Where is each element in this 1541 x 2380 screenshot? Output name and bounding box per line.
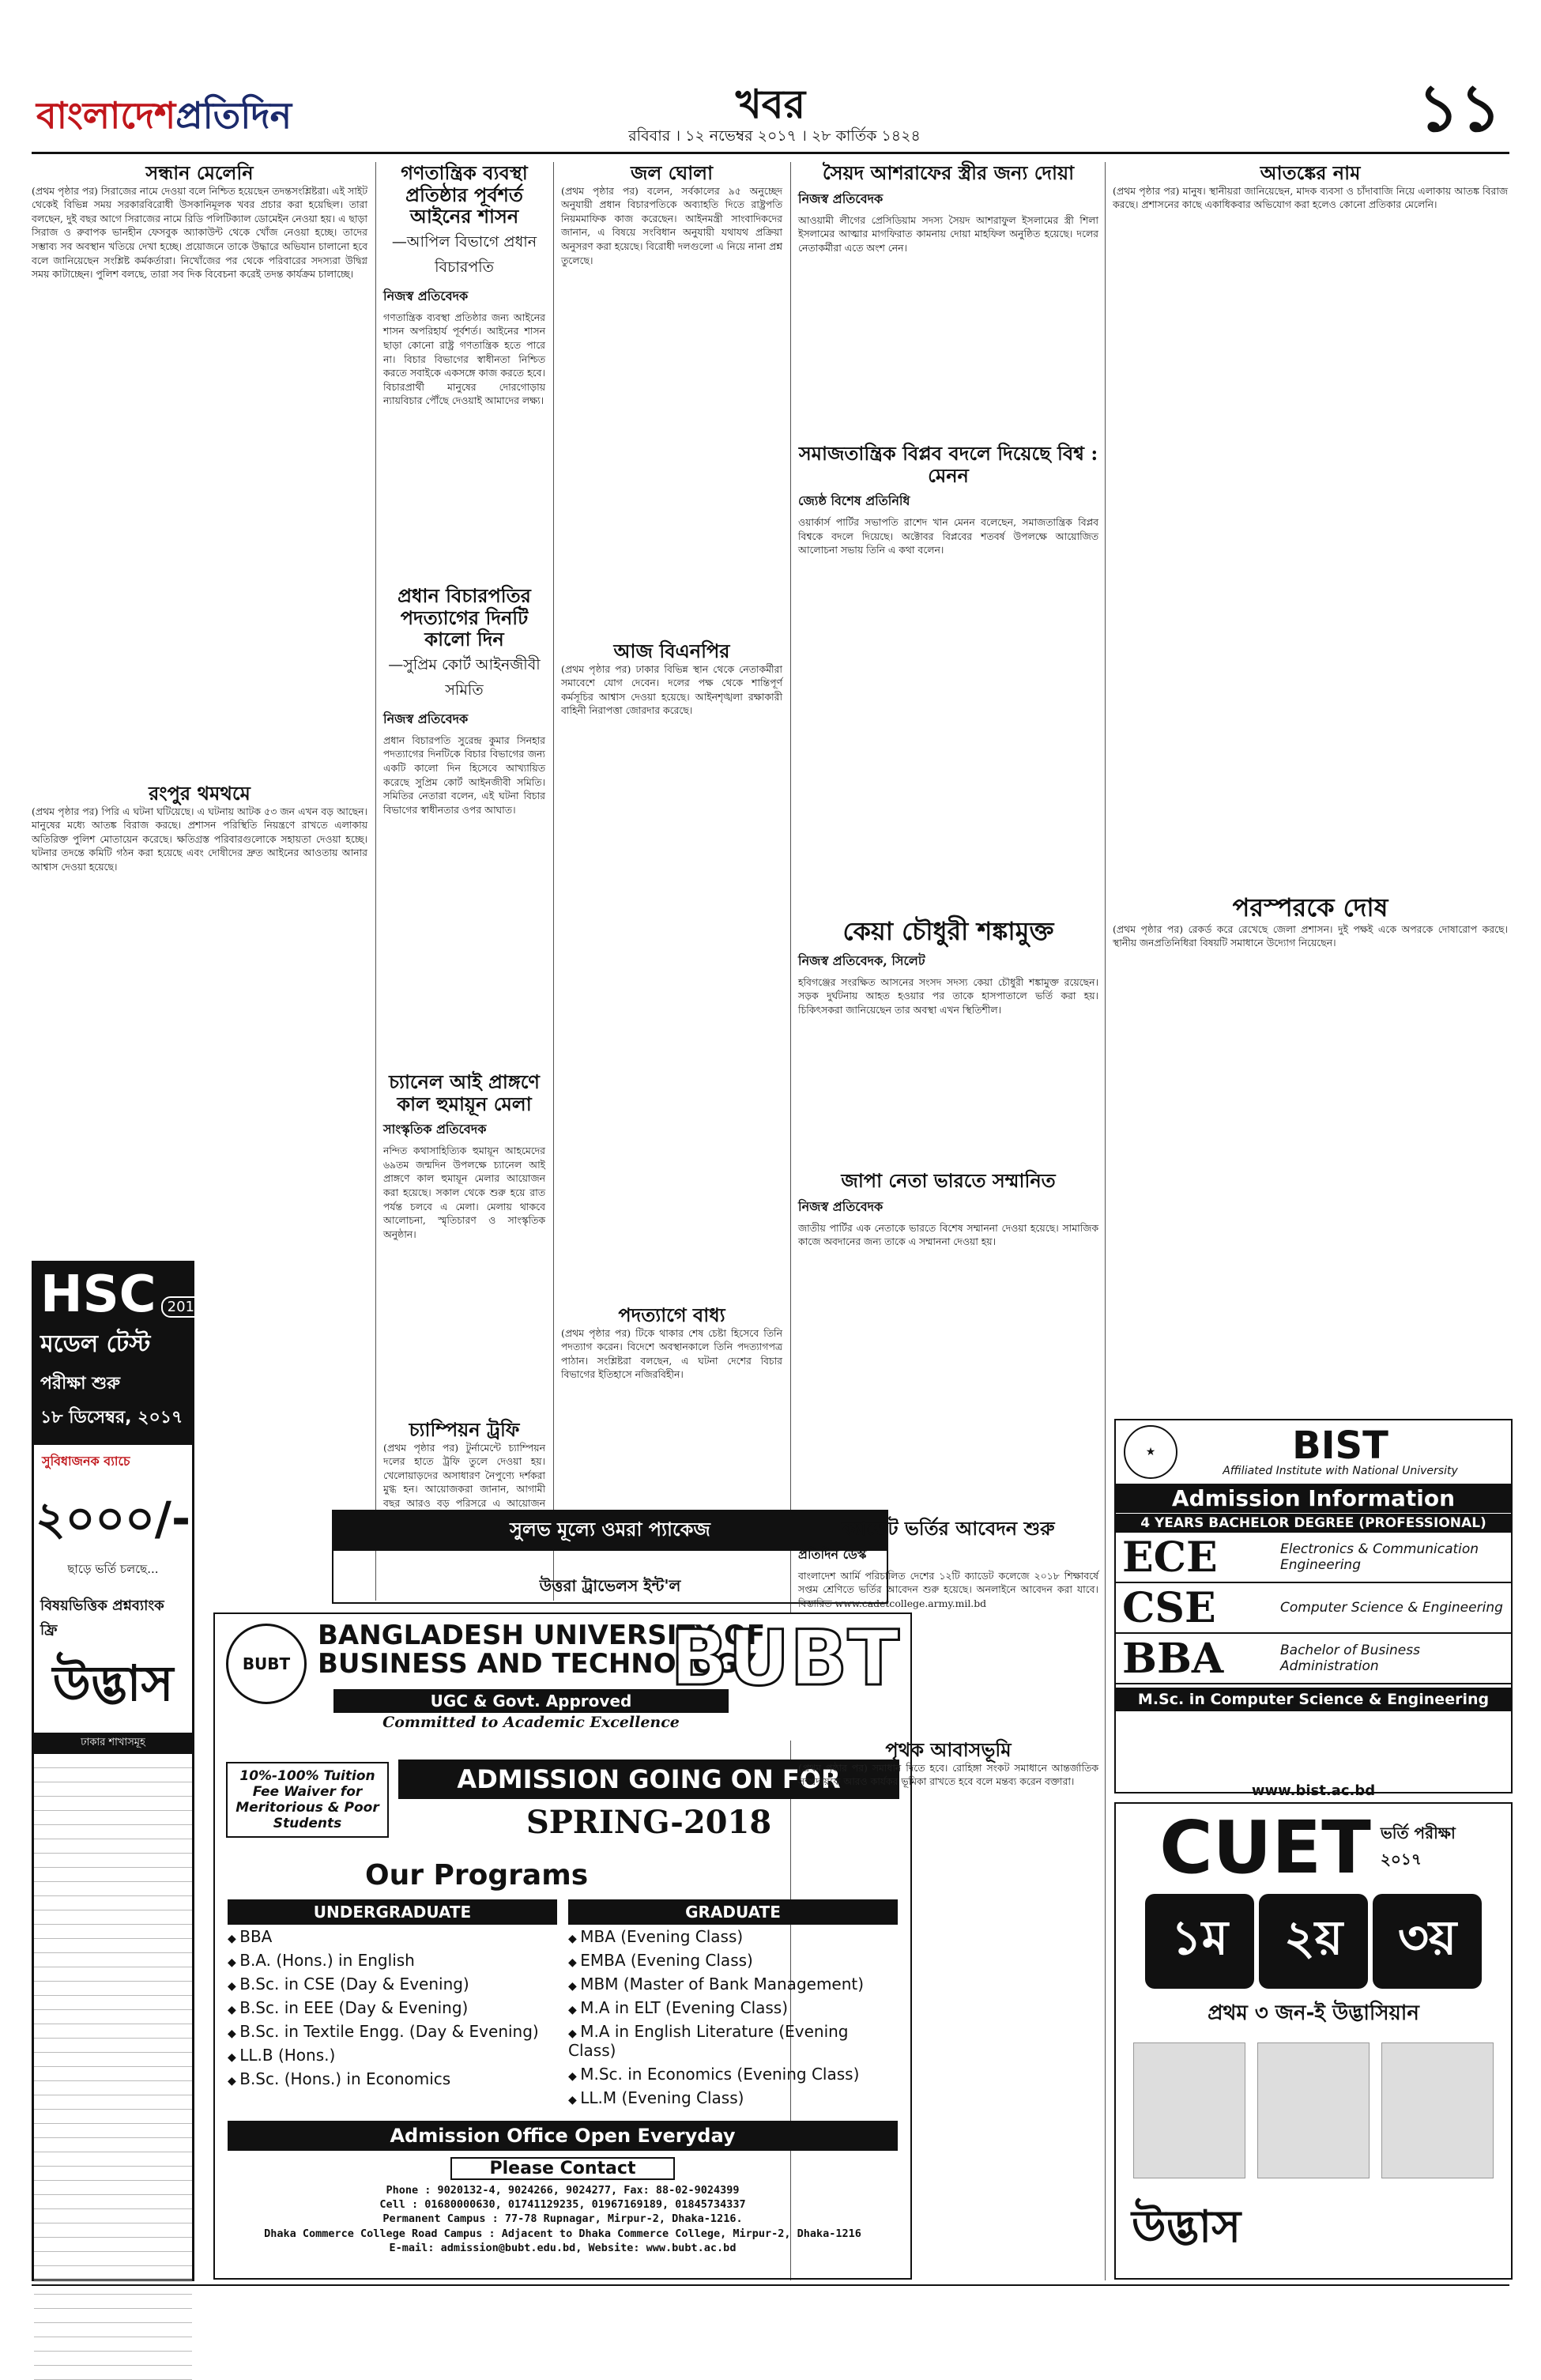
story-cadet [798,1518,1098,1727]
branch-row [34,1754,192,1768]
story-headline: জল ঘোলা [630,161,714,184]
program-item: ◆ M.A in ELT (Evening Class) [568,1996,898,2020]
branch-row [34,2266,192,2280]
branch-row [34,2295,192,2309]
cuet-ranks [1116,1894,1511,1989]
hsc-year: 2018 [161,1296,210,1318]
hsc-price: ২০০০/- [35,1492,191,1545]
program-item: ◆ LL.M (Evening Class) [568,2086,898,2110]
story-byline: জ্যেষ্ঠ বিশেষ প্রতিনিধি [798,493,910,509]
branch-row [34,2067,192,2081]
udvash-logo: উদ্ভাস [52,1654,174,1712]
bist-seal-icon: ★ [1124,1425,1177,1479]
story-atonker-nam [1113,162,1508,896]
story-byline: নিজস্ব প্রতিবেদক [383,288,469,304]
story-body: (প্রথম পৃষ্ঠার পর) রেকর্ড করে রেখেছে জেলা প্রশাসন। দুই পক্ষই একে অপরকে দোষারোপ করছে। স্থানীয় জনপ্রতিনিধিরা বিষয়টি সমাধানে উদ্যোগ নিয়েছেন। [1113,922,1508,949]
hsc-free: বিষয়ভিত্তিক প্রশ্নব্যাংক ফ্রি [40,1597,164,1639]
story-body: (প্রথম পৃষ্ঠার পর) মানুষ। স্থানীয়রা জানিয়েছেন, মাদক ব্যবসা ও চাঁদাবাজি নিয়ে এলাকায় আতঙ্ক বিরাজ করছে। প্রশাসনের কাছে একাধিকবার অভিযোগ করা হলেও কোনো প্রতিকার মেলেনি। [1113,184,1508,211]
bubt-waiver: 10%-100% Tuition Fee Waiver for Meritorious & Poor Students [226,1762,389,1838]
branch-row [34,2010,192,2024]
branch-row [34,2280,192,2295]
program-item: ◆ LL.B (Hons.) [228,2043,557,2067]
section-title: খবর [735,81,806,127]
bubt-semester: SPRING-2018 [526,1803,772,1841]
branch-row [34,1925,192,1939]
story-byline: নিজস্ব প্রতিবেদক [798,190,884,206]
story-headline: ক্যাডেট ভর্তির আবেদন শুরু [842,1517,1055,1540]
undergraduate-label: UNDERGRADUATE [228,1899,557,1925]
bist-programs [1116,1533,1511,1684]
story-body: বাংলাদেশ আর্মি পরিচালিত দেশের ১২টি ক্যাডেট কলেজে ২০১৮ শিক্ষাবর্ষে সপ্তম শ্রেণিতে ভর্তির আবেদন শুরু হয়েছে। অনলাইনে আবেদন করা যাবে। বিস্তারিত www.cadetcollege.army.mil.bd [798,1569,1098,1609]
story-headline: চ্যাম্পিয়ন ট্রফি [409,1418,520,1441]
bubt-name-line1: BANGLADESH UNIVERSITY OF [318,1620,766,1651]
branch-row [34,2181,192,2195]
bist-program-row [1116,1583,1511,1634]
branch-row [34,2209,192,2223]
story-headline: চ্যানেল আই প্রাঙ্গণে কাল হুমায়ূন মেলা [389,1070,540,1115]
bubt-acronym: BUBT [670,1614,899,1703]
branch-row [34,2081,192,2095]
rank-badge: ৩য় [1373,1894,1482,1989]
story-kicker: —সুপ্রিম কোর্ট আইনজীবী সমিতি [388,655,541,699]
student-photo [1381,2042,1494,2178]
story-body: প্রধান বিচারপতি সুরেন্দ্র কুমার সিনহার পদত্যাগের দিনটিকে বিচার বিভাগের জন্য একটি কালো দিন হিসেবে আখ্যায়িত করেছে সুপ্রিম কোর্ট আইনজীবী সমিতি। সমিতির নেতারা বলেন, এই ঘটনা বিচার বিভাগের স্বাধীনতার ওপর আঘাত। [383,734,545,816]
bubt-motto: Committed to Academic Excellence [382,1714,680,1731]
graduate-label: GRADUATE [568,1899,898,1925]
newspaper-logo [36,89,292,149]
header-rule [32,152,1509,154]
program-name: Computer Science & Engineering [1280,1600,1503,1616]
branch-row [34,2223,192,2238]
branch-row [34,2238,192,2252]
column-divider [553,162,554,1601]
story-porosporke-dosh [1113,893,1508,1397]
hsc-title: HSC [40,1265,156,1324]
story-headline: জাপা নেতা ভারতে সম্মানিত [841,1169,1056,1192]
program-item: ◆ MBA (Evening Class) [568,1925,898,1948]
story-body: (প্রথম পৃষ্ঠার পর) সিরাজের নামে দেওয়া বলে নিশ্চিত হয়েছেন তদন্তসংশ্লিষ্টরা। এই সাইট থেকেই বিভিন্ন সময় সরকারবিরোধী উসকানিমূলক খবর প্রচার করা হয়েছিল। তারা বলছেন, দুই বছর আগে সিরাজের নামে রিডি পলিটিক্যাল ডোমেইন নেওয়া হয়। এ ছাড়া সিরাজ ও রুবাপক ভানহীন ফেসবুক অ্যাকাউন্ট থেকে খোঁজ নেওয়া হচ্ছে। তাদের সম্ভাব্য সব অবস্থান খতিয়ে দেখা হচ্ছে। প্রয়োজনে তাকে উদ্ধারে অভিযান চালানো হবে বলে জানিয়েছেন সংশ্লিষ্ট কর্মকর্তারা। নিখোঁজের পর থেকে পরিবারের সদস্যরা উদ্বিগ্ন সময় কাটাচ্ছেন। পুলিশ বলছে, তারা সব দিক বিবেচনা করেই তদন্ত কার্যক্রম চালাচ্ছে। [32,184,367,281]
story-body: (প্রথম পৃষ্ঠার পর) সমাধান দিতে হবে। রোহিঙ্গা সংকট সমাধানে আন্তর্জাতিক সম্প্রদায়কে আরও কার্যকর ভূমিকা রাখতে হবে বলে মন্তব্য করেন বক্তারা। [798,1761,1098,1788]
bist-admission-ad [1114,1419,1513,1799]
program-code: BBA [1122,1634,1224,1683]
column-divider [1105,162,1106,2280]
story-chief-justice [383,585,545,1073]
branch-row [34,2095,192,2110]
branch-row [34,1939,192,1953]
branch-row [34,1967,192,1982]
bubt-contact-label: Please Contact [450,2157,675,2180]
logo-part2: প্রতিদিন [175,94,292,137]
story-humayun-mela [383,1071,545,1444]
hsc-ad-header [34,1263,204,1445]
story-headline: রংপুর থমথমে [149,782,251,805]
story-headline: পরস্পরকে দোষ [1232,892,1388,922]
bubt-approval: UGC & Govt. Approved [333,1689,729,1713]
bist-program-row [1116,1634,1511,1684]
bist-website: www.bist.ac.bd [1251,1782,1376,1799]
bist-msc: M.Sc. in Computer Science & Engineering [1116,1688,1511,1711]
undergraduate-programs [228,1899,557,2110]
program-code: ECE [1122,1533,1218,1582]
story-keya [798,917,1098,1157]
program-item: ◆ B.Sc. (Hons.) in Economics [228,2067,557,2091]
story-byline: নিজস্ব প্রতিবেদক, সিলেট [798,952,925,968]
branch-row [34,1910,192,1925]
branch-row [34,2195,192,2209]
branch-row [34,1996,192,2010]
branch-row [34,1868,192,1882]
program-item: ◆ M.Sc. in Economics (Evening Class) [568,2062,898,2086]
story-jol-ghola [561,162,782,643]
story-byline: সাংস্কৃতিক প্রতিবেদক [383,1122,487,1137]
program-item: ◆ B.Sc. in EEE (Day & Evening) [228,1996,557,2020]
story-byline: প্রতিদিন ডেস্ক [798,1546,867,1562]
branch-row [34,1839,192,1854]
story-kicker: —আপিল বিভাগে প্রধান বিচারপতি [391,232,537,276]
story-body: (প্রথম পৃষ্ঠার পর) বলেন, সর্বকালের ৯৫ অনুচ্ছেদ অনুযায়ী প্রধান বিচারপতিকে অব্যাহতি দিতে রাষ্ট্রপতি নিয়মমাফিক কাজ করেছেন। আইনমন্ত্রী সাংবাদিকদের জানান, এ বিষয়ে সংবিধান অনুযায়ী যথাযথ প্রক্রিয়া অনুসরণ করা হয়েছে। বিরোধী দলগুলো এ নিয়ে নানা প্রশ্ন তুলেছে। [561,184,782,266]
bist-admission: Admission Information [1116,1484,1511,1513]
cuet-sub: ভর্তি পরীক্ষা ২০১৭ [1380,1824,1456,1869]
branch-row [34,1896,192,1910]
story-body: হবিগঞ্জের সংরক্ষিত আসনের সংসদ সদস্য কেয়া চৌধুরী শঙ্কামুক্ত রয়েছেন। সড়ক দুর্ঘটনায় আহত হওয়ার পর তাকে হাসপাতালে ভর্তি করা হয়। চিকিৎসকরা জানিয়েছেন তার অবস্থা এখন স্থিতিশীল। [798,975,1098,1016]
story-body: নন্দিত কথাসাহিত্যিক হুমায়ূন আহমেদের ৬৯তম জন্মদিন উপলক্ষে চ্যানেল আই প্রাঙ্গণে কাল হুমায়ূন মেলার আয়োজন করা হয়েছে। সকাল থেকে শুরু হয়ে রাত পর্যন্ত চলবে এ মেলা। মেলায় থাকবে আলোচনা, স্মৃতিচারণ ও সাংস্কৃতিক অনুষ্ঠান। [383,1145,545,1240]
branch-row [34,1782,192,1797]
story-headline: সমাজতান্ত্রিক বিপ্লব বদলে দিয়েছে বিশ্ব : মেনন [798,442,1098,487]
branch-row [34,2323,192,2337]
bubt-admission: ADMISSION GOING ON FOR [398,1760,899,1799]
branch-row [34,2337,192,2352]
story-headline: প্রধান বিচারপতির পদত্যাগের দিনটি কালো দিন [397,584,531,651]
branch-row [34,1825,192,1839]
hsc-subtitle: মডেল টেস্ট [40,1330,151,1358]
bist-degree: 4 YEARS BACHELOR DEGREE (PROFESSIONAL) [1116,1513,1511,1533]
story-body: গণতান্ত্রিক ব্যবস্থা প্রতিষ্ঠার জন্য আইনের শাসন অপরিহার্য পূর্বশর্ত। আইনের শাসন ছাড়া কোনো রাষ্ট্র গণতান্ত্রিক হতে পারে না। বিচার বিভাগের স্বাধীনতা নিশ্চিত করতে সবাইকে একসঙ্গে কাজ করতে হবে। বিচারপ্রার্থী মানুষের দোরগোড়ায় ন্যায়বিচার পৌঁছে দেওয়াই আমাদের লক্ষ্য। [383,311,545,407]
story-byline: নিজস্ব প্রতিবেদক [383,711,469,726]
dateline: রবিবার । ১২ নভেম্বর ২০১৭ । ২৮ কার্তিক ১৪২৪ [628,127,921,145]
cuet-result-ad [1114,1802,1513,2280]
student-photo [1133,2042,1245,2178]
story-resign [561,1304,782,1516]
bubt-email: E-mail: admission@bubt.edu.bd, Website: www.bubt.ac.bd [389,2241,737,2254]
program-item: ◆ B.Sc. in CSE (Day & Evening) [228,1972,557,1996]
branch-row [34,1768,192,1782]
story-headline: আজ বিএনপির [613,639,730,662]
bubt-campus: Permanent Campus : 77-78 Rupnagar, Mirpur-2, Dhaka-1216. [382,2212,743,2226]
story-headline: গণতান্ত্রিক ব্যবস্থা প্রতিষ্ঠার পূর্বশর্ত আইনের শাসন [401,161,528,228]
umrah-title: সুলভ মূল্যে ওমরা প্যাকেজ [333,1511,887,1551]
branch-row [34,2024,192,2039]
program-item: ◆ B.Sc. in Textile Engg. (Day & Evening) [228,2020,557,2043]
branch-list [34,1754,192,2380]
story-rule-of-law [383,162,545,619]
bist-affiliation: Affiliated Institute with National University [1223,1465,1458,1477]
story-menon [798,443,1098,903]
column-divider [375,162,376,1601]
program-name: Bachelor of Business Administration [1280,1643,1420,1674]
story-japa [798,1170,1098,1506]
story-body: ওয়ার্কার্স পার্টির সভাপতি রাশেদ খান মেনন বলেছেন, সমাজতান্ত্রিক বিপ্লব বিশ্বকে বদলে দিয়েছে। অক্টোবর বিপ্লবের শতবর্ষ উপলক্ষে আয়োজিত আলোচনা সভায় তিনি এ কথা বলেন। [798,516,1098,556]
story-sondhan [32,162,367,785]
branch-header: ঢাকার শাখাসমূহ [34,1733,192,1754]
bubt-road-campus: Dhaka Commerce College Road Campus : Adjacent to Dhaka Commerce College, Mirpur-2, Dhaka-1216 [264,2227,861,2240]
story-body: আওয়ামী লীগের প্রেসিডিয়াম সদস্য সৈয়দ আশরাফুল ইসলামের স্ত্রী শিলা ইসলামের আত্মার মাগফিরাত কামনায় দোয়া মাহফিল অনুষ্ঠিত হয়েছে। দলের নেতাকর্মীরা এতে অংশ নেন। [798,213,1098,254]
story-headline: সন্ধান মেলেনি [145,161,254,184]
story-headline: কেয়া চৌধুরী শঙ্কামুক্ত [842,916,1054,946]
logo-part1: বাংলাদেশ [36,94,176,137]
bubt-programs-title: Our Programs [365,1859,589,1892]
student-photo [1257,2042,1370,2178]
branch-row [34,2167,192,2181]
branch-row [34,1982,192,1996]
story-body: (প্রথম পৃষ্ঠার পর) টুর্নামেন্টে চ্যাম্পিয়ন দলের হাতে ট্রফি তুলে দেওয়া হয়। খেলোয়াড়দের অসাধারণ নৈপুণ্যে দর্শকরা মুগ্ধ হন। আয়োজকরা জানান, আগামী বছর আরও বড় পরিসরে এ আয়োজন [383,1441,545,1509]
story-body: জাতীয় পার্টির এক নেতাকে ভারতে বিশেষ সম্মাননা দেওয়া হয়েছে। সামাজিক কাজে অবদানের জন্য তাকে এ সম্মাননা দেওয়া হয়। [798,1221,1098,1248]
program-item: ◆ B.A. (Hons.) in English [228,1948,557,1972]
program-code: CSE [1122,1583,1216,1632]
umrah-company: উত্তরা ট্রাভেলস ইন্ট'ল [539,1576,681,1595]
rank-badge: ১ম [1145,1894,1254,1989]
hsc-price-note: ছাড়ে ভর্তি চলছে... [67,1562,159,1576]
branch-row [34,2039,192,2053]
story-headline: আতঙ্কের নাম [1260,161,1361,184]
branch-row [34,1811,192,1825]
hsc-exam-date: ১৮ ডিসেম্বর, ২০১৭ [40,1408,183,1428]
branch-row [34,2252,192,2266]
branch-row [34,2366,192,2380]
branch-row [34,1953,192,1967]
branch-row [34,2152,192,2167]
story-champion-trophy [383,1419,545,1512]
story-headline: পৃথক আবাসভূমি [885,1738,1012,1761]
rank-badge: ২য় [1259,1894,1368,1989]
cuet-tagline: প্রথম ৩ জন-ই উদ্ভাসিয়ান [1208,2001,1419,2025]
branch-row [34,1854,192,1868]
bubt-seal-icon: BUBT [226,1624,307,1704]
program-name: Electronics & Communication Engineering [1280,1541,1479,1573]
story-byline: নিজস্ব প্রতিবেদক [798,1198,884,1214]
branch-row [34,2110,192,2124]
program-item: ◆ M.A in English Literature (Evening Class) [568,2020,898,2062]
footer-rule [32,2284,1509,2286]
story-headline: সৈয়দ আশরাফের স্ত্রীর জন্য দোয়া [822,161,1075,184]
branch-row [34,1882,192,1896]
story-bnp [561,640,782,1303]
branch-row [34,1797,192,1811]
story-rangpur [32,783,367,1267]
bist-program-row [1116,1533,1511,1583]
branch-row [34,2053,192,2067]
udvash-logo: উদ্ভাস [1132,2201,1241,2253]
branch-row [34,2124,192,2138]
program-item: ◆ EMBA (Evening Class) [568,1948,898,1972]
story-body: (প্রথম পৃষ্ঠার পর) পিরি এ ঘটনা ঘটিয়েছে। এ ঘটনায় আটক ৫৩ জন এখন বড় আছেন। মানুষের মধ্যে আতঙ্ক বিরাজ করছে। প্রশাসন পরিস্থিতি নিয়ন্ত্রণে রাখতে এলাকায় অতিরিক্ত পুলিশ মোতায়েন করেছে। ক্ষতিগ্রস্ত পরিবারগুলোকে সহায়তা দেওয়া হচ্ছে। ঘটনার তদন্তে কমিটি গঠন করা হয়েছে এবং দোষীদের দ্রুত আইনের আওতায় আনার আশ্বাস দেওয়া হয়েছে। [32,805,367,873]
story-headline: পদত্যাগে বাধ্য [618,1303,725,1326]
hsc-exam-label: পরীক্ষা শুরু [40,1374,121,1394]
bubt-phone: Phone : 9020132-4, 9024266, 9024277, Fax: 88-02-9024399 [386,2184,740,2197]
cuet-title: CUET [1159,1805,1371,1890]
bubt-name-line2: BUSINESS AND TECHNOLOGY [318,1647,756,1680]
hsc-offer: সুবিধাজনক ব্যাচে [42,1454,130,1469]
branch-row [34,2309,192,2323]
program-item: ◆ MBM (Master of Bank Management) [568,1972,898,1996]
story-body: (প্রথম পৃষ্ঠার পর) টিকে থাকার শেষ চেষ্টা হিসেবে তিনি পদত্যাগ করেন। বিদেশে অবস্থানকালে তিনি পদত্যাগপত্র পাঠান। সংশ্লিষ্টরা বলছেন, এ ঘটনা দেশের বিচার বিভাগের ইতিহাসে নজিরবিহীন। [561,1326,782,1381]
story-body: (প্রথম পৃষ্ঠার পর) ঢাকার বিভিন্ন স্থান থেকে নেতাকর্মীরা সমাবেশে যোগ দেবেন। দলের পক্ষ থেকে শান্তিপূর্ণ কর্মসূচির আশ্বাস দেওয়া হয়েছে। আইনশৃঙ্খলা রক্ষাকারী বাহিনী নিরাপত্তা জোরদার করেছে। [561,662,782,717]
bubt-office: Admission Office Open Everyday [228,2121,898,2151]
program-item: ◆ BBA [228,1925,557,1948]
hsc-model-test-ad [32,1261,204,2281]
story-ashraf [798,162,1098,427]
branch-row [34,2138,192,2152]
branch-row [34,2352,192,2366]
bubt-cell: Cell : 01680000630, 01741129235, 01967169189, 01845734337 [379,2198,746,2212]
story-abashbhumi [798,1739,1098,2267]
page-number: ১১ [1417,70,1501,146]
bist-name: BIST [1292,1424,1388,1468]
